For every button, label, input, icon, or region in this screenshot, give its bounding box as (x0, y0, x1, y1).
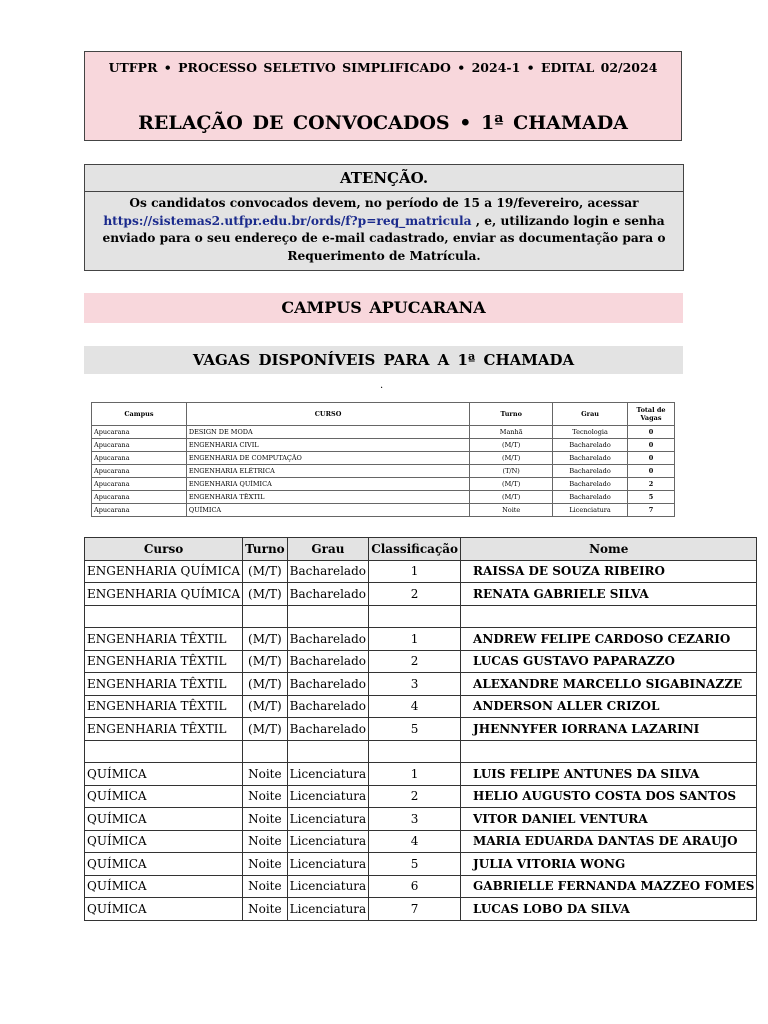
cell-total-vagas: 5 (628, 491, 675, 504)
vagas-table-header (92, 403, 675, 426)
col-header-campus: Campus (92, 403, 187, 426)
table-row (85, 695, 757, 718)
table-row (92, 478, 675, 491)
table-row (85, 628, 757, 651)
page-title: RELAÇÃO DE CONVOCADOS • 1ª CHAMADA (138, 112, 628, 134)
table-row (85, 875, 757, 898)
cell-curso: QUÍMICA (186, 504, 469, 517)
cell-campus: Apucarana (92, 478, 187, 491)
cell-curso: ENGENHARIA QUÍMICA (85, 583, 243, 606)
cell-turno: (M/T) (470, 491, 553, 504)
cell-classificacao: 5 (369, 853, 461, 876)
cell-classificacao: 1 (369, 763, 461, 786)
cell-curso (85, 605, 243, 628)
cell-turno: Noite (243, 763, 288, 786)
cell-classificacao: 4 (369, 830, 461, 853)
cell-grau: Bacharelado (287, 650, 369, 673)
separator-dot: . (380, 380, 384, 391)
cell-nome (461, 740, 757, 763)
attention-text (85, 192, 683, 265)
col-header-nome: Nome (461, 538, 757, 561)
table-row (85, 673, 757, 696)
table-row (85, 560, 757, 583)
cell-grau: Licenciatura (287, 785, 369, 808)
table-row (92, 439, 675, 452)
cell-curso: QUÍMICA (85, 763, 243, 786)
header-box (84, 51, 682, 141)
cell-nome: LUIS FELIPE ANTUNES DA SILVA (461, 763, 757, 786)
cell-nome: JHENNYFER IORRANA LAZARINI (461, 718, 757, 741)
cell-classificacao: 1 (369, 628, 461, 651)
cell-classificacao (369, 740, 461, 763)
cell-grau: Licenciatura (287, 875, 369, 898)
cell-grau: Bacharelado (287, 628, 369, 651)
table-row (85, 853, 757, 876)
cell-nome: LUCAS LOBO DA SILVA (461, 898, 757, 921)
attention-title: ATENÇÃO. (85, 165, 683, 192)
cell-curso: DESIGN DE MODA (186, 426, 469, 439)
cell-curso: ENGENHARIA ELÉTRICA (186, 465, 469, 478)
col-header-grau: Grau (553, 403, 628, 426)
col-header-grau: Grau (287, 538, 369, 561)
cell-total-vagas: 0 (628, 426, 675, 439)
cell-campus: Apucarana (92, 452, 187, 465)
table-row (92, 426, 675, 439)
cell-curso: ENGENHARIA TÊXTIL (85, 695, 243, 718)
cell-classificacao: 6 (369, 875, 461, 898)
vagas-table-body (92, 426, 675, 517)
table-row (92, 465, 675, 478)
cell-grau: Bacharelado (553, 452, 628, 465)
cell-turno: (M/T) (243, 650, 288, 673)
cell-nome (461, 605, 757, 628)
cell-nome: ANDERSON ALLER CRIZOL (461, 695, 757, 718)
cell-total-vagas: 0 (628, 465, 675, 478)
table-row (85, 583, 757, 606)
table-row (85, 740, 757, 763)
cell-turno: Noite (243, 898, 288, 921)
cell-curso (85, 740, 243, 763)
cell-nome: LUCAS GUSTAVO PAPARAZZO (461, 650, 757, 673)
cell-nome: ALEXANDRE MARCELLO SIGABINAZZE (461, 673, 757, 696)
cell-turno: (M/T) (243, 560, 288, 583)
cell-total-vagas: 0 (628, 439, 675, 452)
matricula-link[interactable]: https://sistemas2.utfpr.edu.br/ords/f?p=req_matricula (103, 213, 472, 228)
cell-nome: MARIA EDUARDA DANTAS DE ARAUJO (461, 830, 757, 853)
cell-curso: ENGENHARIA TÊXTIL (85, 650, 243, 673)
cell-curso: QUÍMICA (85, 898, 243, 921)
table-row (85, 605, 757, 628)
cell-grau: Bacharelado (553, 439, 628, 452)
cell-curso: ENGENHARIA TÊXTIL (85, 718, 243, 741)
table-row (85, 830, 757, 853)
cell-total-vagas: 7 (628, 504, 675, 517)
cell-turno: Noite (243, 785, 288, 808)
cell-total-vagas: 0 (628, 452, 675, 465)
cell-grau: Bacharelado (287, 695, 369, 718)
cell-grau: Bacharelado (287, 560, 369, 583)
campus-title: CAMPUS APUCARANA (84, 293, 683, 323)
cell-classificacao: 5 (369, 718, 461, 741)
table-row (85, 785, 757, 808)
cell-total-vagas: 2 (628, 478, 675, 491)
cell-grau: Bacharelado (553, 491, 628, 504)
table-row (85, 650, 757, 673)
cell-grau (287, 605, 369, 628)
cell-turno (243, 605, 288, 628)
cell-classificacao (369, 605, 461, 628)
cell-classificacao: 4 (369, 695, 461, 718)
convocados-table-header (85, 538, 757, 561)
cell-nome: RENATA GABRIELE SILVA (461, 583, 757, 606)
cell-campus: Apucarana (92, 439, 187, 452)
cell-campus: Apucarana (92, 504, 187, 517)
cell-grau (287, 740, 369, 763)
cell-grau: Bacharelado (287, 583, 369, 606)
cell-campus: Apucarana (92, 491, 187, 504)
attention-text-after: , e, utilizando login e senha enviado para o seu endereço de e-mail cadastrado, enviar as documentação para o Requerimento de Matrícula. (102, 213, 666, 263)
cell-turno: (M/T) (470, 439, 553, 452)
cell-grau: Licenciatura (287, 853, 369, 876)
cell-curso: QUÍMICA (85, 830, 243, 853)
cell-curso: ENGENHARIA CIVIL (186, 439, 469, 452)
cell-turno: Noite (243, 853, 288, 876)
cell-turno: (M/T) (243, 718, 288, 741)
col-header-classificacao: Classificação (369, 538, 461, 561)
header-subtitle: UTFPR • PROCESSO SELETIVO SIMPLIFICADO • 2024-1 • EDITAL 02/2024 (108, 60, 658, 75)
cell-turno: Noite (243, 830, 288, 853)
cell-nome: GABRIELLE FERNANDA MAZZEO FOMES (461, 875, 757, 898)
cell-grau: Tecnologia (553, 426, 628, 439)
cell-curso: QUÍMICA (85, 785, 243, 808)
cell-grau: Licenciatura (553, 504, 628, 517)
cell-classificacao: 3 (369, 673, 461, 696)
cell-turno: (T/N) (470, 465, 553, 478)
cell-turno: (M/T) (243, 695, 288, 718)
cell-nome: ANDREW FELIPE CARDOSO CEZARIO (461, 628, 757, 651)
cell-classificacao: 3 (369, 808, 461, 831)
cell-classificacao: 2 (369, 785, 461, 808)
cell-grau: Licenciatura (287, 808, 369, 831)
cell-curso: QUÍMICA (85, 875, 243, 898)
cell-nome: JULIA VITORIA WONG (461, 853, 757, 876)
cell-grau: Bacharelado (287, 673, 369, 696)
cell-turno: (M/T) (470, 452, 553, 465)
cell-grau: Bacharelado (553, 465, 628, 478)
cell-campus: Apucarana (92, 426, 187, 439)
col-header-curso: Curso (85, 538, 243, 561)
cell-grau: Bacharelado (553, 478, 628, 491)
cell-classificacao: 7 (369, 898, 461, 921)
cell-curso: ENGENHARIA TÊXTIL (186, 491, 469, 504)
cell-curso: ENGENHARIA DE COMPUTAÇÃO (186, 452, 469, 465)
cell-classificacao: 1 (369, 560, 461, 583)
table-row (92, 504, 675, 517)
col-header-turno: Turno (470, 403, 553, 426)
cell-turno: Manhã (470, 426, 553, 439)
cell-nome: VITOR DANIEL VENTURA (461, 808, 757, 831)
col-header-turno: Turno (243, 538, 288, 561)
table-row (85, 763, 757, 786)
cell-curso: ENGENHARIA QUÍMICA (85, 560, 243, 583)
cell-classificacao: 2 (369, 650, 461, 673)
cell-curso: ENGENHARIA TÊXTIL (85, 673, 243, 696)
cell-curso: ENGENHARIA QUÍMICA (186, 478, 469, 491)
cell-grau: Bacharelado (287, 718, 369, 741)
cell-turno: (M/T) (243, 583, 288, 606)
col-header-total-vagas: Total de Vagas (628, 403, 675, 426)
cell-classificacao: 2 (369, 583, 461, 606)
table-row (85, 718, 757, 741)
cell-nome: RAISSA DE SOUZA RIBEIRO (461, 560, 757, 583)
cell-curso: ENGENHARIA TÊXTIL (85, 628, 243, 651)
cell-turno: (M/T) (243, 673, 288, 696)
cell-campus: Apucarana (92, 465, 187, 478)
cell-turno (243, 740, 288, 763)
cell-nome: HELIO AUGUSTO COSTA DOS SANTOS (461, 785, 757, 808)
vagas-table (91, 402, 675, 517)
attention-text-before: Os candidatos convocados devem, no período de 15 a 19/fevereiro, acessar (129, 196, 639, 210)
attention-box (84, 164, 684, 271)
cell-turno: Noite (243, 808, 288, 831)
cell-turno: (M/T) (470, 478, 553, 491)
cell-grau: Licenciatura (287, 830, 369, 853)
vagas-title: VAGAS DISPONÍVEIS PARA A 1ª CHAMADA (84, 346, 683, 374)
table-row (92, 491, 675, 504)
cell-grau: Licenciatura (287, 763, 369, 786)
table-row (92, 452, 675, 465)
cell-turno: Noite (243, 875, 288, 898)
col-header-curso: CURSO (186, 403, 469, 426)
table-row (85, 898, 757, 921)
cell-turno: (M/T) (243, 628, 288, 651)
cell-grau: Licenciatura (287, 898, 369, 921)
cell-curso: QUÍMICA (85, 853, 243, 876)
table-row (85, 808, 757, 831)
convocados-table-body (85, 560, 757, 920)
cell-curso: QUÍMICA (85, 808, 243, 831)
cell-turno: Noite (470, 504, 553, 517)
convocados-table (84, 537, 757, 921)
